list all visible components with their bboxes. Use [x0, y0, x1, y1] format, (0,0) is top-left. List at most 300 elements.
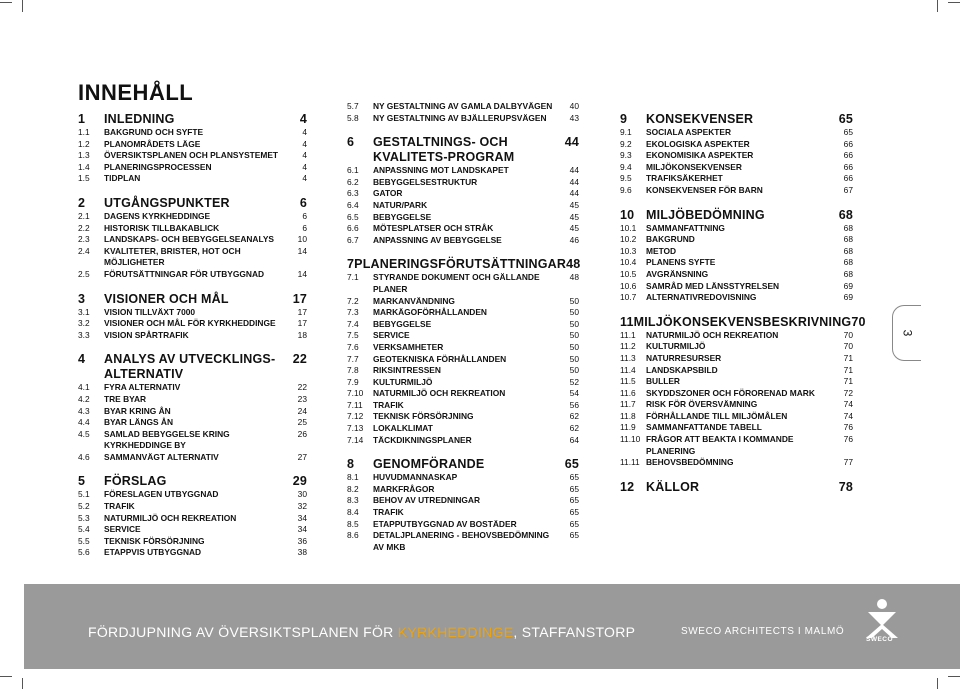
entry-number: 10.1 [620, 222, 637, 233]
entry-title: VISION TILLVÄXT 7000 [104, 306, 196, 317]
entry-page: 68 [843, 222, 853, 233]
footer-title-highlight: KYRKHEDDINGE [397, 624, 514, 640]
toc-section [347, 135, 579, 165]
entry-title: KULTURMILJÖ [646, 341, 706, 352]
toc-entry [620, 139, 853, 151]
entry-page: 52 [569, 376, 579, 387]
section-gap [78, 463, 307, 474]
entry-title: TRAFIK [373, 507, 404, 518]
entry-number: 10.3 [620, 245, 637, 256]
entry-page: 34 [297, 524, 307, 535]
toc-entry [620, 434, 853, 457]
section-title: INLEDNING [104, 112, 175, 126]
crop-mark [937, 0, 938, 12]
section-title: ANALYS AV UTVECKLINGS-ALTERNATIV [104, 352, 276, 382]
entry-title: SAMMANFATTANDE TABELL [646, 422, 762, 433]
section-gap [347, 246, 579, 257]
page-number: 3 [900, 329, 914, 337]
section-number: 3 [78, 291, 86, 306]
toc-column-2 [347, 101, 579, 553]
entry-page: 45 [569, 223, 579, 234]
toc-entry [347, 212, 579, 224]
entry-title: ALTERNATIVREDOVISNING [646, 292, 757, 303]
section-title: VISIONER OCH MÅL [104, 291, 229, 306]
toc-entry [78, 318, 307, 330]
toc-section [620, 208, 853, 223]
entry-title: SERVICE [104, 524, 141, 535]
entry-title: VISION SPÅRTRAFIK [104, 329, 189, 340]
toc-entry [347, 388, 579, 400]
toc-entry [347, 188, 579, 200]
entry-page: 74 [843, 410, 853, 421]
entry-title: NATURMILJÖ OCH REKREATION [104, 512, 237, 523]
entry-page: 65 [569, 495, 579, 506]
toc-entry [347, 235, 579, 247]
toc-entry [78, 394, 307, 406]
toc-entry [347, 101, 579, 113]
entry-title: BULLER [646, 376, 680, 387]
toc-entry [620, 376, 853, 388]
entry-title: BYAR KRING ÅN [104, 405, 171, 416]
crop-mark [22, 678, 23, 689]
entry-page: 22 [297, 382, 307, 393]
entry-title: FÖRHÅLLANDE TILL MILJÖMÅLEN [646, 410, 788, 421]
toc-entry [347, 377, 579, 389]
toc-entry [78, 536, 307, 548]
entry-page: 66 [843, 161, 853, 172]
toc-entry [620, 234, 853, 246]
entry-title: NATURMILJÖ OCH REKREATION [646, 329, 779, 340]
entry-title: SAMMANFATTNING [646, 222, 725, 233]
section-number: 4 [78, 352, 86, 367]
section-number: 10 [620, 207, 635, 222]
entry-title: MARKFRÅGOR [373, 483, 435, 494]
entry-title: SERVICE [373, 330, 410, 341]
toc-entry [347, 177, 579, 189]
entry-page: 65 [569, 483, 579, 494]
toc-section [78, 292, 307, 307]
entry-title: BEBYGGELSE [373, 318, 432, 329]
entry-number: 1.1 [78, 127, 90, 137]
toc-entry [347, 354, 579, 366]
entry-title: KONSEKVENSER FÖR BARN [646, 184, 763, 195]
entry-number: 7.13 [347, 423, 364, 434]
entry-number: 7.10 [347, 388, 364, 399]
section-page: 65 [564, 457, 579, 472]
entry-number: 4.5 [78, 428, 90, 439]
entry-page: 18 [297, 329, 307, 340]
entry-number: 3.3 [78, 329, 90, 340]
entry-title: HUVUDMANNASKAP [373, 472, 458, 483]
entry-page: 62 [569, 423, 579, 434]
footer-title [88, 624, 635, 640]
footer-bar [24, 584, 960, 669]
entry-page: 17 [297, 318, 307, 329]
toc-entry [347, 296, 579, 308]
entry-number: 6.4 [347, 199, 359, 210]
toc-entry [78, 452, 307, 464]
entry-page: 69 [843, 292, 853, 303]
entry-title: TRAFIKSÄKERHET [646, 173, 723, 184]
section-page: 6 [299, 195, 307, 210]
toc-entry [347, 484, 579, 496]
toc-entry [347, 200, 579, 212]
entry-page: 65 [843, 127, 853, 137]
entry-number: 11.6 [620, 387, 636, 398]
entry-number: 7.8 [347, 365, 359, 376]
entry-title: FYRA ALTERNATIV [104, 382, 181, 393]
toc-entry [347, 113, 579, 125]
entry-title: MÖTESPLATSER OCH STRÅK [373, 223, 494, 234]
entry-page: 44 [569, 165, 579, 176]
entry-number: 5.4 [78, 524, 90, 535]
entry-title: NY GESTALTNING AV BJÄLLERUPSVÄGEN [373, 112, 547, 123]
section-page: 22 [292, 352, 307, 367]
entry-title: SAMMANVÄGT ALTERNATIV [104, 451, 219, 462]
toc-entry [620, 365, 853, 377]
entry-title: LANDSKAPS- OCH BEBYGGELSEANALYS [104, 234, 275, 245]
entry-page: 76 [843, 422, 853, 433]
entry-number: 10.5 [620, 268, 637, 279]
entry-number: 2.4 [78, 245, 90, 256]
entry-title: KULTURMILJÖ [373, 376, 433, 387]
toc-section [620, 314, 866, 330]
toc-section [347, 257, 579, 272]
toc-entry [347, 519, 579, 531]
section-gap [78, 185, 307, 196]
entry-number: 5.2 [78, 501, 90, 512]
section-gap [347, 124, 579, 135]
entry-number: 6.2 [347, 176, 359, 187]
entry-number: 5.6 [78, 547, 90, 558]
entry-number: 1.5 [78, 173, 90, 184]
entry-page: 50 [569, 307, 579, 318]
entry-page: 44 [569, 176, 579, 187]
toc-entry [78, 524, 307, 536]
toc-section [78, 352, 307, 382]
entry-page: 66 [843, 138, 853, 149]
toc-entry [78, 417, 307, 429]
entry-page: 65 [569, 472, 579, 483]
entry-number: 9.6 [620, 184, 632, 195]
entry-title: VISIONER OCH MÅL FÖR KYRKHEDDINGE [104, 318, 276, 329]
entry-title: ETAPPVIS UTBYGGNAD [104, 547, 202, 558]
entry-page: 23 [297, 393, 307, 404]
entry-page: 77 [843, 457, 853, 468]
section-title: MILJÖKONSEKVENSBESKRIVNING [633, 314, 852, 329]
entry-title: TIDPLAN [104, 173, 141, 184]
entry-number: 2.3 [78, 234, 90, 245]
entry-title: KVALITETER, BRISTER, HOT OCH MÖJLIGHETER [104, 245, 241, 268]
entry-number: 11.10 [620, 434, 641, 445]
section-title: KONSEKVENSER [646, 112, 754, 126]
toc-entry [620, 341, 853, 353]
toc-entry [620, 292, 853, 304]
toc-entry [347, 530, 579, 553]
toc-entry [78, 246, 307, 269]
entry-page: 26 [297, 428, 307, 439]
entry-title: PLANENS SYFTE [646, 257, 716, 268]
entry-page: 64 [569, 434, 579, 445]
toc-entry [347, 165, 579, 177]
entry-number: 6.3 [347, 188, 359, 199]
entry-number: 7.12 [347, 411, 364, 422]
toc-entry [347, 400, 579, 412]
toc-entry [620, 399, 853, 411]
entry-title: BYAR LÄNGS ÅN [104, 417, 174, 428]
entry-page: 17 [297, 306, 307, 317]
entry-number: 4.3 [78, 405, 90, 416]
entry-title: BAKGRUND OCH SYFTE [104, 127, 204, 137]
toc-section [620, 112, 853, 127]
page-title: INNEHÅLL [78, 80, 194, 105]
entry-page: 50 [569, 330, 579, 341]
entry-page: 43 [569, 112, 579, 123]
entry-number: 9.2 [620, 138, 632, 149]
entry-page: 4 [302, 173, 307, 184]
entry-number: 11.11 [620, 457, 640, 468]
section-number: 1 [78, 112, 86, 126]
entry-title: NATURMILJÖ OCH REKREATION [373, 388, 506, 399]
toc-entry [620, 388, 853, 400]
section-number: 5 [78, 474, 86, 489]
toc-entry [620, 162, 853, 174]
entry-title: GATOR [373, 188, 403, 199]
entry-title: EKOLOGISKA ASPEKTER [646, 138, 750, 149]
section-gap [347, 446, 579, 457]
entry-title: MILJÖKONSEKVENSER [646, 161, 742, 172]
toc-entry [78, 269, 307, 281]
section-number: 2 [78, 195, 86, 210]
entry-page: 4 [302, 127, 307, 137]
toc-entry [78, 429, 307, 452]
section-page: 48 [566, 257, 581, 272]
entry-title: LANDSKAPSBILD [646, 364, 718, 375]
entry-title: FÖRUTSÄTTNINGAR FÖR UTBYGGNAD [104, 268, 265, 279]
entry-title: VERKSAMHETER [373, 341, 444, 352]
section-title: MILJÖBEDÖMNING [646, 207, 765, 222]
entry-page: 48 [569, 272, 579, 283]
entry-number: 11.7 [620, 399, 636, 410]
entry-number: 7.4 [347, 318, 359, 329]
toc-entry [620, 246, 853, 258]
entry-number: 10.2 [620, 234, 637, 245]
entry-page: 40 [569, 101, 579, 111]
entry-page: 30 [297, 489, 307, 500]
entry-page: 14 [297, 245, 307, 256]
section-number: 11 [620, 314, 634, 329]
entry-number: 7.9 [347, 376, 359, 387]
entry-number: 10.7 [620, 292, 637, 303]
toc-entry [78, 501, 307, 513]
entry-title: TRAFIK [104, 501, 135, 512]
toc-entry [347, 423, 579, 435]
crop-mark [22, 0, 23, 12]
toc-entry [620, 353, 853, 365]
entry-number: 5.1 [78, 489, 90, 500]
entry-number: 11.5 [620, 376, 636, 387]
entry-page: 71 [843, 352, 853, 363]
entry-page: 72 [843, 387, 853, 398]
entry-number: 10.4 [620, 257, 637, 268]
toc-entry [620, 257, 853, 269]
entry-page: 76 [843, 434, 853, 445]
entry-title: NATURRESURSER [646, 352, 722, 363]
entry-page: 50 [569, 341, 579, 352]
toc-entry [347, 365, 579, 377]
toc-entry [347, 330, 579, 342]
toc-entry [620, 185, 853, 197]
entry-number: 2.1 [78, 210, 90, 221]
section-gap [620, 304, 853, 315]
entry-number: 5.8 [347, 112, 359, 123]
entry-number: 7.7 [347, 353, 359, 364]
entry-page: 14 [297, 268, 307, 279]
entry-title: TEKNISK FÖRSÖRJNING [373, 411, 474, 422]
toc-section [78, 112, 307, 127]
section-gap [78, 281, 307, 292]
entry-number: 3.2 [78, 318, 90, 329]
section-number: 8 [347, 457, 355, 472]
section-number: 12 [620, 479, 635, 494]
entry-page: 32 [297, 501, 307, 512]
entry-number: 1.3 [78, 150, 90, 161]
section-number: 6 [347, 135, 355, 150]
entry-title: TRE BYAR [104, 393, 147, 404]
toc-entry [78, 382, 307, 394]
section-gap [78, 341, 307, 352]
toc-entry [78, 307, 307, 319]
entry-title: TEKNISK FÖRSÖRJNING [104, 535, 205, 546]
section-page: 70 [851, 314, 866, 329]
entry-page: 24 [297, 405, 307, 416]
section-title: PLANERINGSFÖRUTSÄTTNINGAR [354, 257, 567, 272]
entry-page: 36 [297, 535, 307, 546]
entry-title: PLANOMRÅDETS LÄGE [104, 138, 201, 149]
entry-title: BEHOVSBEDÖMNING [646, 457, 734, 468]
toc-entry [78, 330, 307, 342]
entry-number: 4.4 [78, 417, 90, 428]
entry-title: ANPASSNING MOT LANDSKAPET [373, 165, 509, 176]
entry-title: SAMLAD BEBYGGELSE KRING KYRKHEDDINGE BY [104, 428, 230, 451]
entry-title: GEOTEKNISKA FÖRHÅLLANDEN [373, 353, 507, 364]
entry-number: 9.1 [620, 127, 632, 137]
section-page: 78 [838, 479, 853, 494]
entry-page: 45 [569, 199, 579, 210]
entry-page: 27 [297, 451, 307, 462]
entry-title: HISTORISK TILLBAKABLICK [104, 222, 220, 233]
entry-page: 68 [843, 234, 853, 245]
entry-page: 62 [569, 411, 579, 422]
toc-entry [620, 150, 853, 162]
entry-title: DETALJPLANERING - BEHOVSBEDÖMNING AV MKB [373, 530, 550, 552]
section-title: GESTALTNINGS- OCH KVALITETS-PROGRAM [373, 135, 515, 165]
entry-page: 50 [569, 365, 579, 376]
entry-page: 66 [843, 150, 853, 161]
toc-entry [78, 547, 307, 559]
entry-page: 4 [302, 150, 307, 161]
entry-title: ETAPPUTBYGGNAD AV BOSTÄDER [373, 518, 517, 529]
entry-number: 2.2 [78, 222, 90, 233]
section-title: GENOMFÖRANDE [373, 457, 485, 472]
entry-number: 5.5 [78, 535, 90, 546]
footer-title-post: , STAFFANSTORP [513, 624, 636, 640]
toc-entry [78, 223, 307, 235]
section-title: KÄLLOR [646, 479, 700, 494]
entry-number: 9.5 [620, 173, 632, 184]
page-number-tab [892, 305, 921, 361]
toc-entry [347, 472, 579, 484]
entry-title: EKONOMISIKA ASPEKTER [646, 150, 754, 161]
toc-entry [78, 173, 307, 185]
entry-number: 6.5 [347, 211, 359, 222]
entry-page: 45 [569, 211, 579, 222]
entry-title: BAKGRUND [646, 234, 695, 245]
toc-entry [78, 162, 307, 174]
entry-number: 6.7 [347, 234, 359, 245]
entry-number: 11.8 [620, 410, 636, 421]
toc-entry [620, 223, 853, 235]
entry-number: 8.2 [347, 483, 359, 494]
entry-title: SAMRÅD MED LÄNSSTYRELSEN [646, 280, 780, 291]
entry-number: 9.4 [620, 161, 632, 172]
entry-title: MARKANVÄNDNING [373, 295, 455, 306]
toc-entry [620, 411, 853, 423]
entry-number: 11.2 [620, 341, 636, 352]
entry-number: 8.6 [347, 530, 359, 541]
entry-number: 11.1 [620, 329, 636, 340]
entry-page: 10 [297, 234, 307, 245]
entry-page: 69 [843, 280, 853, 291]
section-page: 65 [838, 112, 853, 126]
entry-page: 38 [297, 547, 307, 558]
entry-number: 7.1 [347, 272, 359, 283]
entry-number: 6.1 [347, 165, 359, 176]
entry-page: 6 [302, 210, 307, 221]
toc-entry [620, 281, 853, 293]
entry-number: 6.6 [347, 223, 359, 234]
section-page: 29 [292, 474, 307, 489]
entry-page: 54 [569, 388, 579, 399]
entry-title: BEBYGGELSESTRUKTUR [373, 176, 478, 187]
entry-page: 34 [297, 512, 307, 523]
toc-entry [620, 330, 853, 342]
section-page: 17 [292, 291, 307, 306]
entry-title: NY GESTALTNING AV GAMLA DALBYVÄGEN [373, 101, 553, 111]
entry-title: SKYDDSZONER OCH FÖRORENAD MARK [646, 387, 815, 398]
toc-entry [78, 150, 307, 162]
entry-page: 68 [843, 257, 853, 268]
section-number: 9 [620, 112, 628, 126]
entry-number: 8.3 [347, 495, 359, 506]
entry-page: 67 [843, 184, 853, 195]
toc-entry [78, 211, 307, 223]
section-gap [620, 197, 853, 208]
crop-mark [0, 2, 12, 3]
entry-page: 6 [302, 222, 307, 233]
entry-number: 11.3 [620, 352, 636, 363]
section-number: 7 [347, 257, 355, 272]
entry-number: 7.2 [347, 295, 359, 306]
entry-number: 7.6 [347, 341, 359, 352]
entry-page: 71 [843, 376, 853, 387]
entry-page: 25 [297, 417, 307, 428]
entry-page: 50 [569, 318, 579, 329]
toc-entry [620, 422, 853, 434]
entry-number: 4.1 [78, 382, 90, 393]
toc-section [620, 480, 853, 495]
entry-number: 5.3 [78, 512, 90, 523]
